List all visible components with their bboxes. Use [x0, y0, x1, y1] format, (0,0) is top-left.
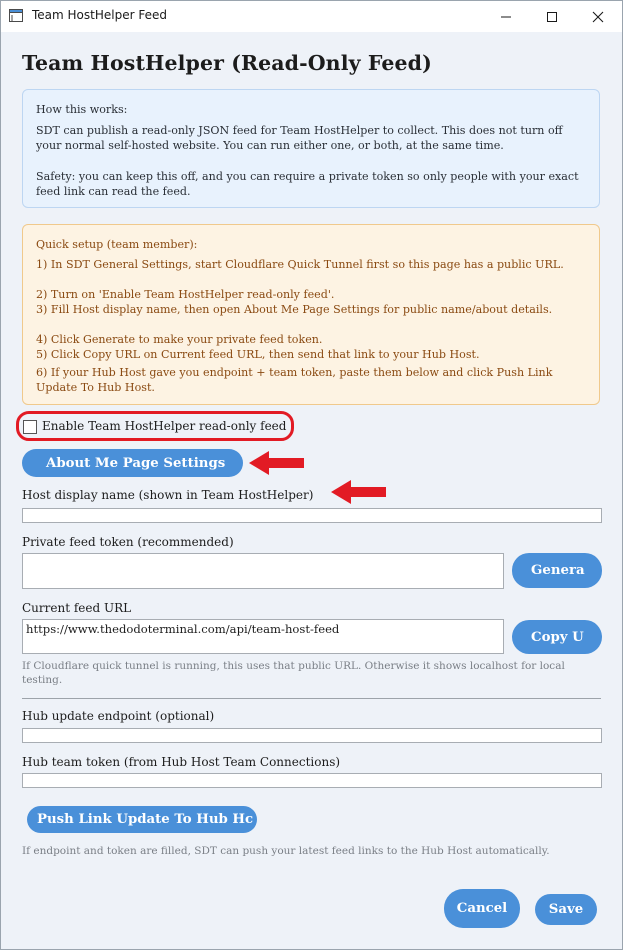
enable-feed-checkbox[interactable] [23, 420, 37, 434]
minimize-icon [500, 11, 512, 23]
quick-setup-step: 4) Click Generate to make your private feed token. [36, 333, 323, 346]
close-icon [592, 11, 604, 23]
private-token-input[interactable] [22, 553, 504, 589]
red-arrow-icon [331, 480, 387, 504]
maximize-button[interactable] [529, 1, 575, 32]
section-divider [22, 698, 601, 699]
quick-setup-step: 2) Turn on 'Enable Team HostHelper read-only feed'. [36, 288, 335, 301]
quick-setup-step: 3) Fill Host display name, then open About Me Page Settings for public name/about details. [36, 303, 553, 316]
copy-url-label: Copy U [531, 629, 584, 645]
cancel-button[interactable] [444, 889, 520, 928]
push-link-update-label: Push Link Update To Hub Hc [37, 812, 254, 827]
save-label: Save [548, 902, 584, 917]
generate-token-button[interactable] [512, 553, 602, 588]
push-link-update-button[interactable] [27, 806, 257, 833]
host-display-name-label: Host display name (shown in Team HostHelper) [22, 488, 314, 502]
push-hint: If endpoint and token are filled, SDT can push your latest feed links to the Hub Host automatically. [22, 845, 550, 857]
hub-endpoint-label: Hub update endpoint (optional) [22, 709, 215, 723]
hub-endpoint-input[interactable] [22, 728, 602, 743]
hub-token-label: Hub team token (from Hub Host Team Connections) [22, 755, 341, 769]
about-me-settings-label: About Me Page Settings [46, 455, 226, 471]
feed-url-hint: If Cloudflare quick tunnel is running, this uses that public URL. Otherwise it shows localhost for local testing. [22, 660, 565, 686]
page-title: Team HostHelper (Read-Only Feed) [22, 51, 432, 75]
how-it-works-paragraph-2: Safety: you can keep this off, and you can require a private token so only people with your exact feed link can read the feed. [36, 170, 579, 198]
window-title: Team HostHelper Feed [32, 8, 167, 22]
cancel-label: Cancel [456, 901, 508, 916]
how-it-works-paragraph-1: SDT can publish a read-only JSON feed for Team HostHelper to collect. This does not turn off your normal self-hosted website. You can run either one, or both, at the same time. [36, 124, 563, 152]
quick-setup-step: 6) If your Hub Host gave you endpoint + team token, paste them below and click Push Link Update To Hub Host. [36, 366, 553, 394]
private-token-label: Private feed token (recommended) [22, 535, 234, 549]
maximize-icon [546, 11, 558, 23]
save-button[interactable] [535, 894, 597, 925]
feed-url-input[interactable]: https://www.thedodoterminal.com/api/team-host-feed [22, 619, 504, 654]
title-bar[interactable] [1, 1, 622, 32]
app-window-icon [9, 9, 23, 22]
feed-url-label: Current feed URL [22, 601, 132, 615]
how-it-works-panel [22, 89, 600, 208]
enable-feed-label[interactable]: Enable Team HostHelper read-only feed [42, 419, 287, 433]
quick-setup-step: 1) In SDT General Settings, start Cloudflare Quick Tunnel first so this page has a public URL. [36, 258, 564, 271]
quick-setup-step: 5) Click Copy URL on Current feed URL, then send that link to your Hub Host. [36, 348, 480, 361]
quick-setup-title: Quick setup (team member): [36, 238, 198, 251]
host-display-name-input[interactable] [22, 508, 602, 523]
minimize-button[interactable] [483, 1, 529, 32]
how-it-works-title: How this works: [36, 103, 128, 116]
generate-token-label: Genera [531, 563, 585, 578]
hub-token-input[interactable] [22, 773, 602, 788]
quick-setup-panel [22, 224, 600, 405]
red-arrow-icon [249, 451, 305, 475]
copy-url-button[interactable] [512, 620, 602, 654]
close-button[interactable] [575, 1, 621, 32]
about-me-settings-button[interactable] [22, 449, 243, 477]
